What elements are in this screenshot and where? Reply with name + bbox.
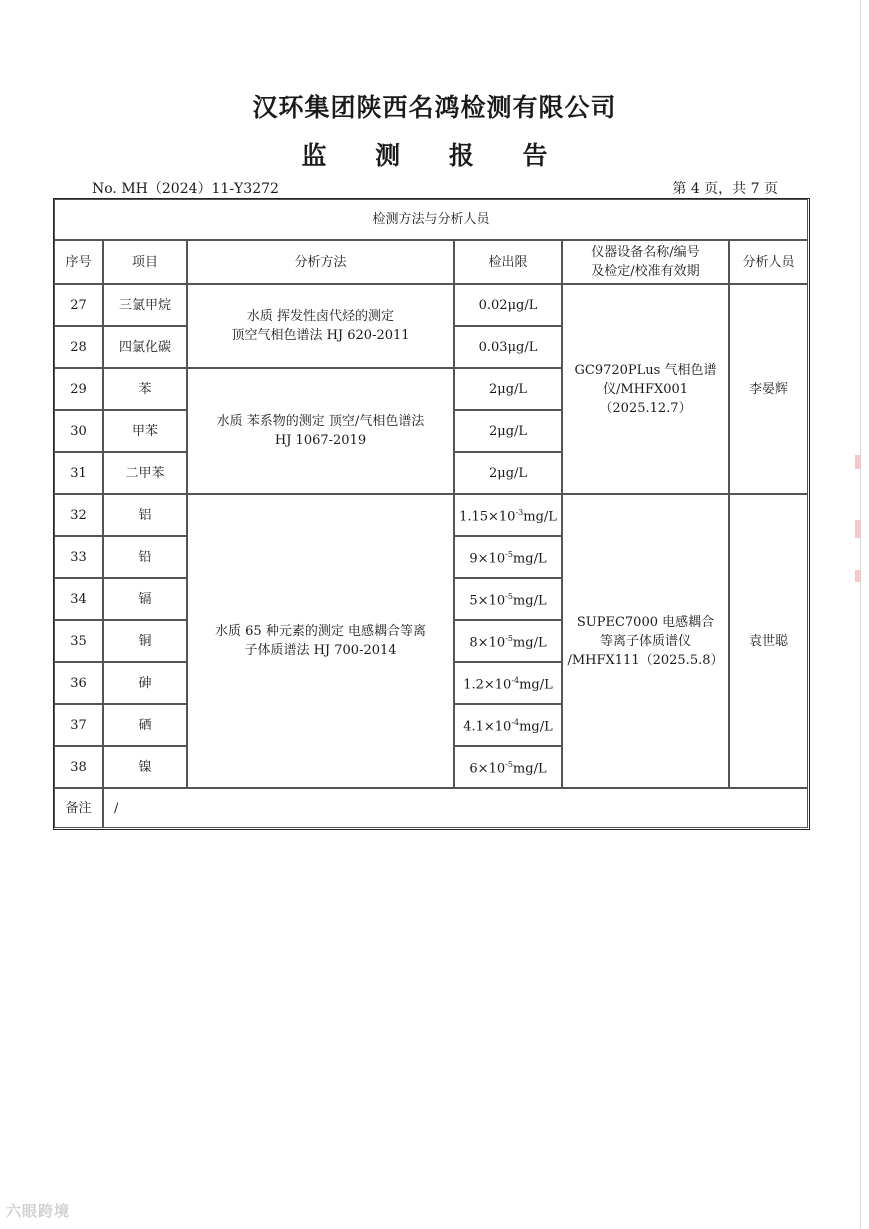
column-header-limit: 检出限 (454, 240, 562, 284)
analyst-cell: 袁世聪 (729, 494, 808, 788)
row-item-cell: 砷 (103, 662, 187, 704)
row-item-cell: 甲苯 (103, 410, 187, 452)
row-limit-cell: $1.15\times 10^{-3}mg/L$ (454, 494, 562, 536)
page-indicator: 第 4 页，共 7 页 (672, 181, 778, 197)
row-seq-cell: 34 (54, 578, 103, 620)
row-limit-cell: 0.03μg/L (454, 326, 562, 368)
row-limit-cell: $1.2\times 10^{-4}mg/L$ (454, 662, 562, 704)
row-seq-cell: 37 (54, 704, 103, 746)
row-limit-cell: 0.02μg/L (454, 284, 562, 326)
watermark: 六眼跨境 (6, 1202, 71, 1220)
row-seq-cell: 33 (54, 536, 103, 578)
remark-value: / (103, 788, 808, 828)
row-item-cell: 铜 (103, 620, 187, 662)
row-item-cell: 苯 (103, 368, 187, 410)
column-header-method: 分析方法 (187, 240, 454, 284)
company-name: 汉环集团陕西名鸿检测有限公司 (252, 93, 617, 122)
column-header-instrument: 仪器设备名称/编号 及检定/校准有效期 (562, 240, 729, 284)
method-cell: 水质 65 种元素的测定 电感耦合等离 子体质谱法 HJ 700-2014 (187, 494, 454, 788)
method-cell: 水质 挥发性卤代烃的测定 顶空气相色谱法 HJ 620-2011 (187, 284, 454, 368)
report-table (53, 198, 810, 830)
row-seq-cell: 28 (54, 326, 103, 368)
row-limit-cell: 2μg/L (454, 410, 562, 452)
row-limit-cell: $6\times 10^{-5}mg/L$ (454, 746, 562, 788)
column-header-analyst: 分析人员 (729, 240, 808, 284)
row-limit-cell: $9\times 10^{-5}mg/L$ (454, 536, 562, 578)
row-item-cell: 镍 (103, 746, 187, 788)
row-seq-cell: 27 (54, 284, 103, 326)
row-seq-cell: 29 (54, 368, 103, 410)
method-cell: 水质 苯系物的测定 顶空/气相色谱法 HJ 1067-2019 (187, 368, 454, 494)
report-title: 监 测 报 告 (301, 141, 568, 170)
stamp-trace (855, 570, 861, 582)
instrument-cell: SUPEC7000 电感耦合 等离子体质谱仪 /MHFX111（2025.5.8） (562, 494, 729, 788)
section-title: 检测方法与分析人员 (54, 199, 808, 240)
row-item-cell: 铅 (103, 536, 187, 578)
document-number: No. MH（2024）11-Y3272 (92, 181, 279, 197)
column-header-seq: 序号 (54, 240, 103, 284)
row-item-cell: 铝 (103, 494, 187, 536)
stamp-trace (855, 455, 861, 469)
row-limit-cell: $5\times 10^{-5}mg/L$ (454, 578, 562, 620)
row-item-cell: 四氯化碳 (103, 326, 187, 368)
row-seq-cell: 31 (54, 452, 103, 494)
row-seq-cell: 35 (54, 620, 103, 662)
row-item-cell: 镉 (103, 578, 187, 620)
row-item-cell: 三氯甲烷 (103, 284, 187, 326)
row-seq-cell: 30 (54, 410, 103, 452)
row-limit-cell: 2μg/L (454, 368, 562, 410)
column-header-item: 项目 (103, 240, 187, 284)
row-seq-cell: 36 (54, 662, 103, 704)
instrument-cell: GC9720PLus 气相色谱 仪/MHFX001 （2025.12.7） (562, 284, 729, 494)
remark-label: 备注 (54, 788, 103, 828)
row-item-cell: 硒 (103, 704, 187, 746)
analyst-cell: 李晏辉 (729, 284, 808, 494)
row-limit-cell: $4.1\times 10^{-4}mg/L$ (454, 704, 562, 746)
row-limit-cell: 2μg/L (454, 452, 562, 494)
row-item-cell: 二甲苯 (103, 452, 187, 494)
row-seq-cell: 38 (54, 746, 103, 788)
row-limit-cell: $8\times 10^{-5}mg/L$ (454, 620, 562, 662)
row-seq-cell: 32 (54, 494, 103, 536)
stamp-trace (855, 520, 861, 538)
page-edge-line (860, 0, 861, 1229)
